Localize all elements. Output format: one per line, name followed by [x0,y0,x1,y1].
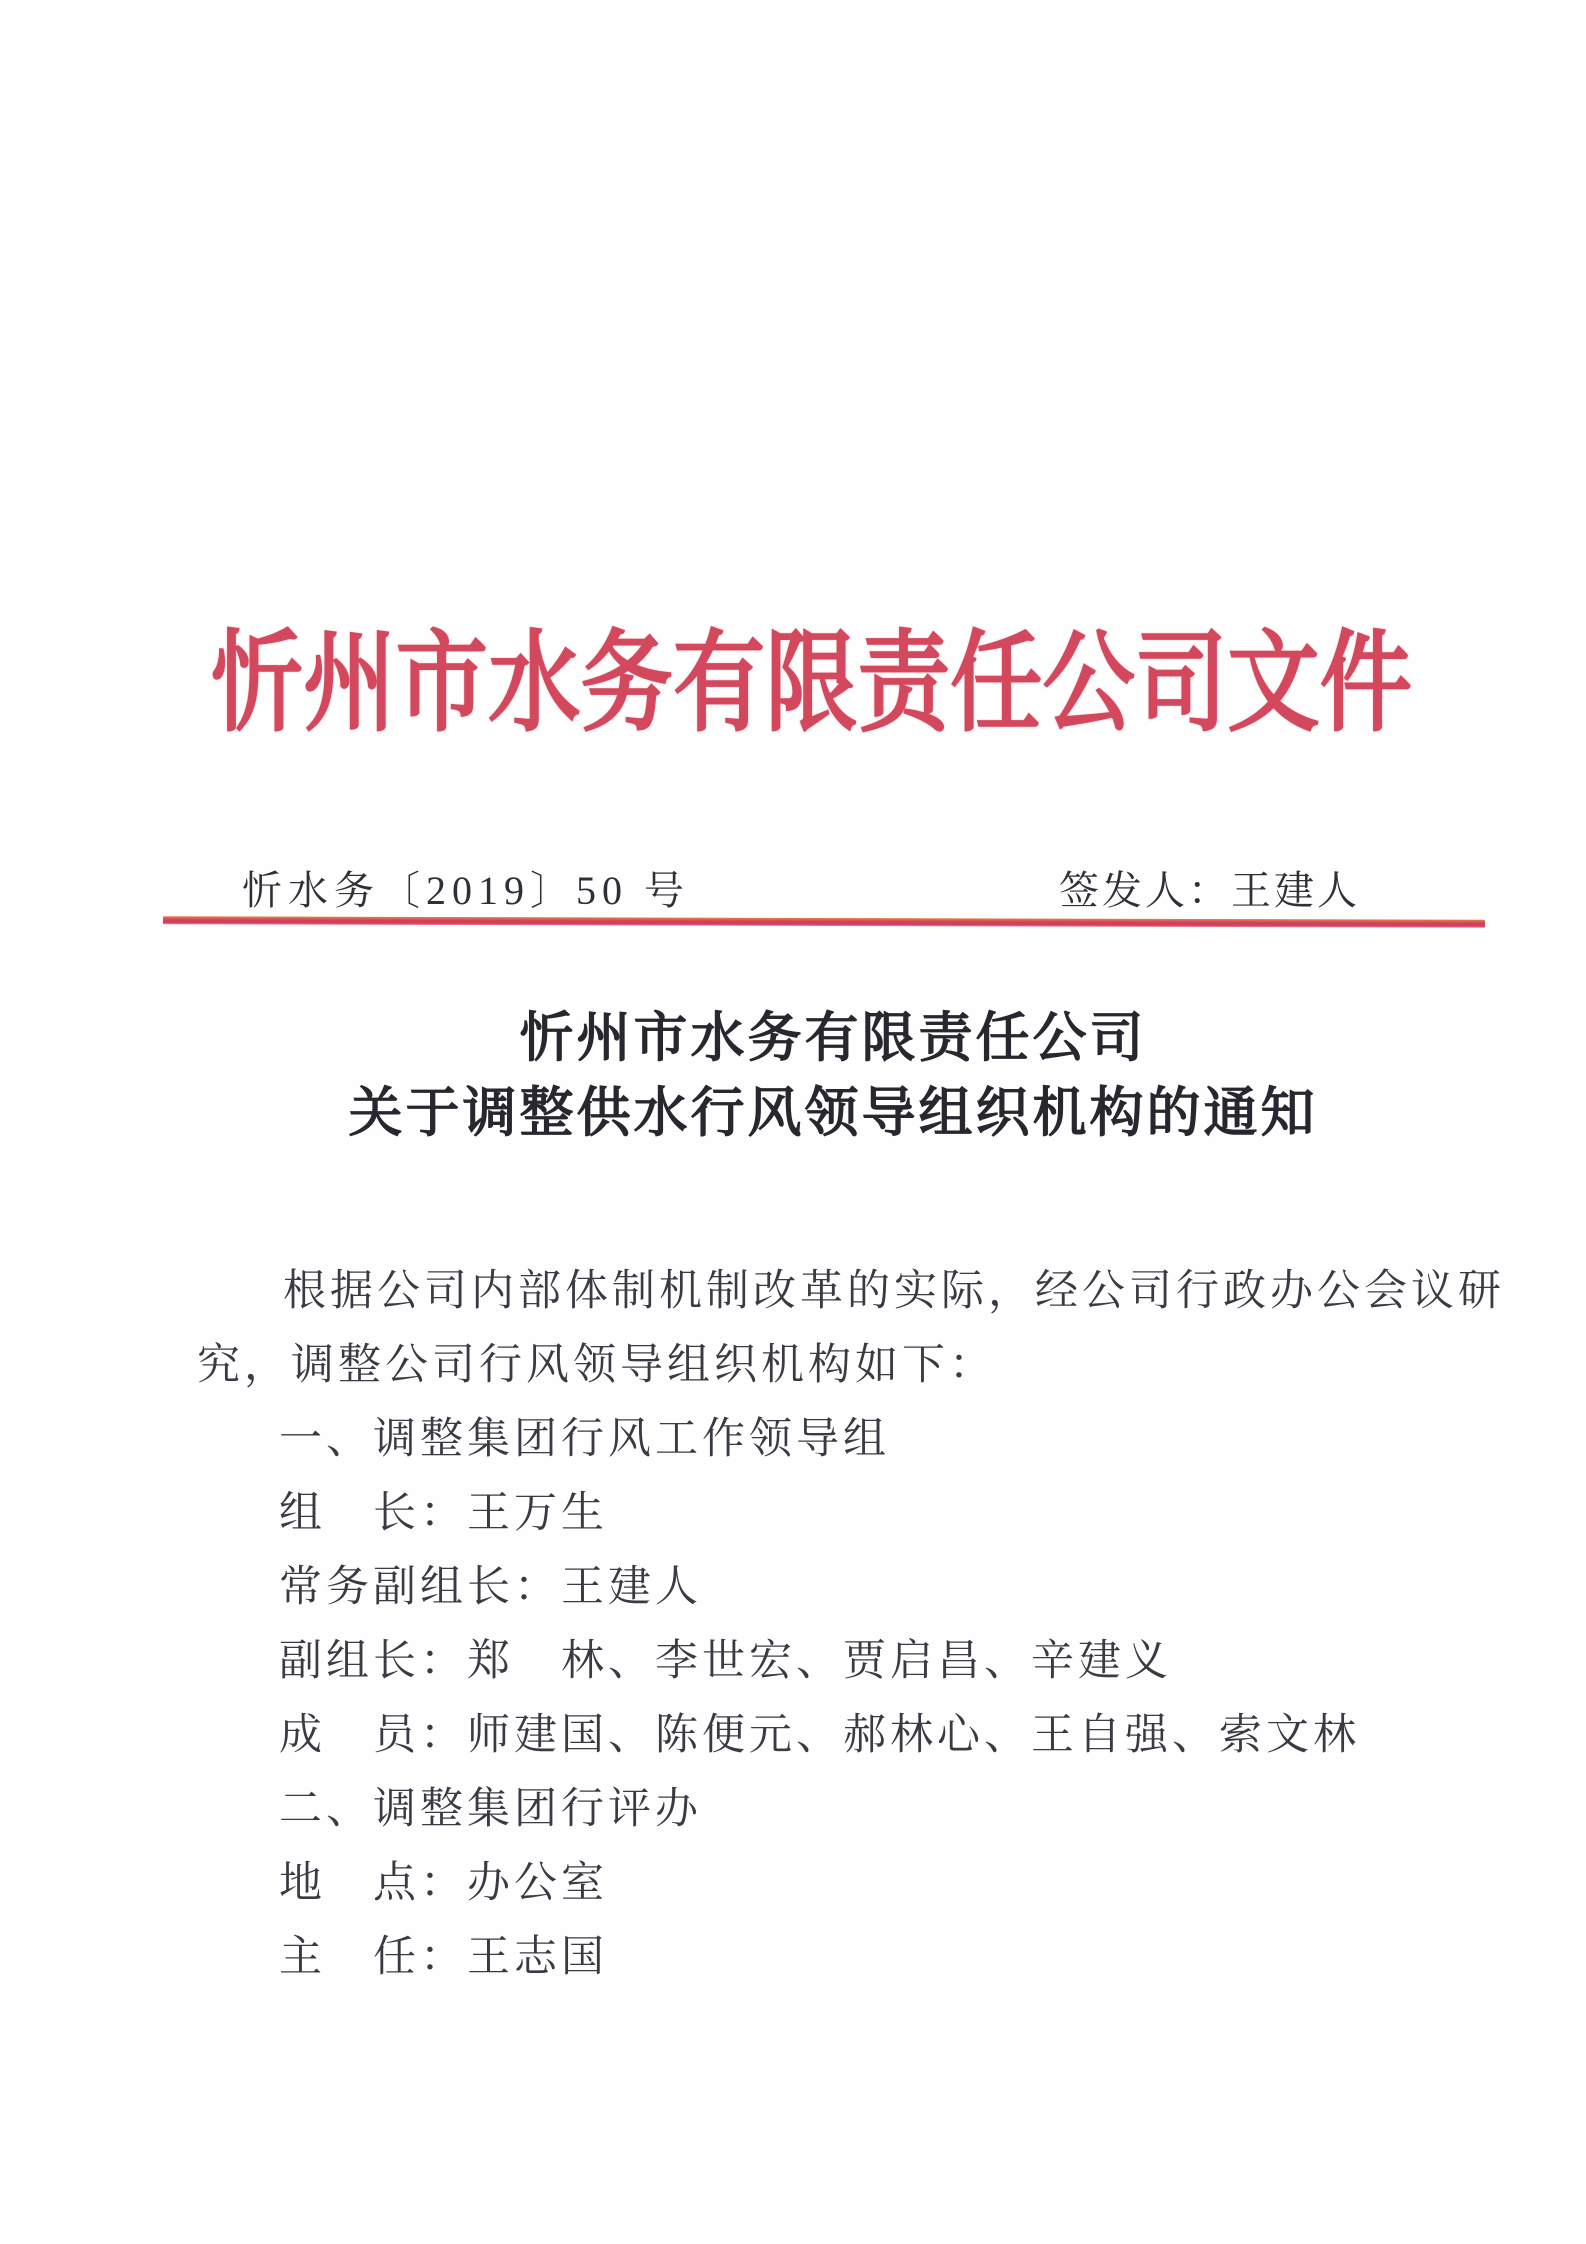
list-item-director: 主 任：王志国 [279,1934,608,1981]
list-item-section-1: 一、调整集团行风工作领导组 [279,1416,890,1463]
issuer-line: 签发人：王建人 [1059,868,1360,913]
doc-number: 忻水务〔2019〕50 号 [242,868,690,913]
list-item-deputy-leaders: 副组长：郑 林、李世宏、贾启昌、辛建义 [279,1638,1172,1685]
document-body [197,1255,1505,1995]
paragraph-line: 究，调整公司行风领导组织机构如下： [197,1342,996,1389]
list-item-deputy-exec: 常务副组长：王建人 [279,1564,702,1611]
list-item-location: 地 点：办公室 [279,1860,608,1907]
red-divider-line [163,916,1485,927]
list-item-section-2: 二、调整集团行评办 [279,1786,702,1833]
doc-info-row [242,868,1360,914]
paragraph-line: 根据公司内部体制机制改革的实际，经公司行政办公会议研 [283,1268,1505,1315]
document-title-line1: 忻州市水务有限责任公司 [519,1008,1147,1068]
red-masthead-title: 忻州市水务有限责任公司文件 [210,623,1413,745]
document-title [40,1002,1586,1149]
list-item-group-leader: 组 长：王万生 [279,1490,608,1537]
document-title-line2: 关于调整供水行风领导组织机构的通知 [348,1083,1318,1143]
list-item-members: 成 员：师建国、陈便元、郝林心、王自强、索文林 [279,1712,1360,1759]
